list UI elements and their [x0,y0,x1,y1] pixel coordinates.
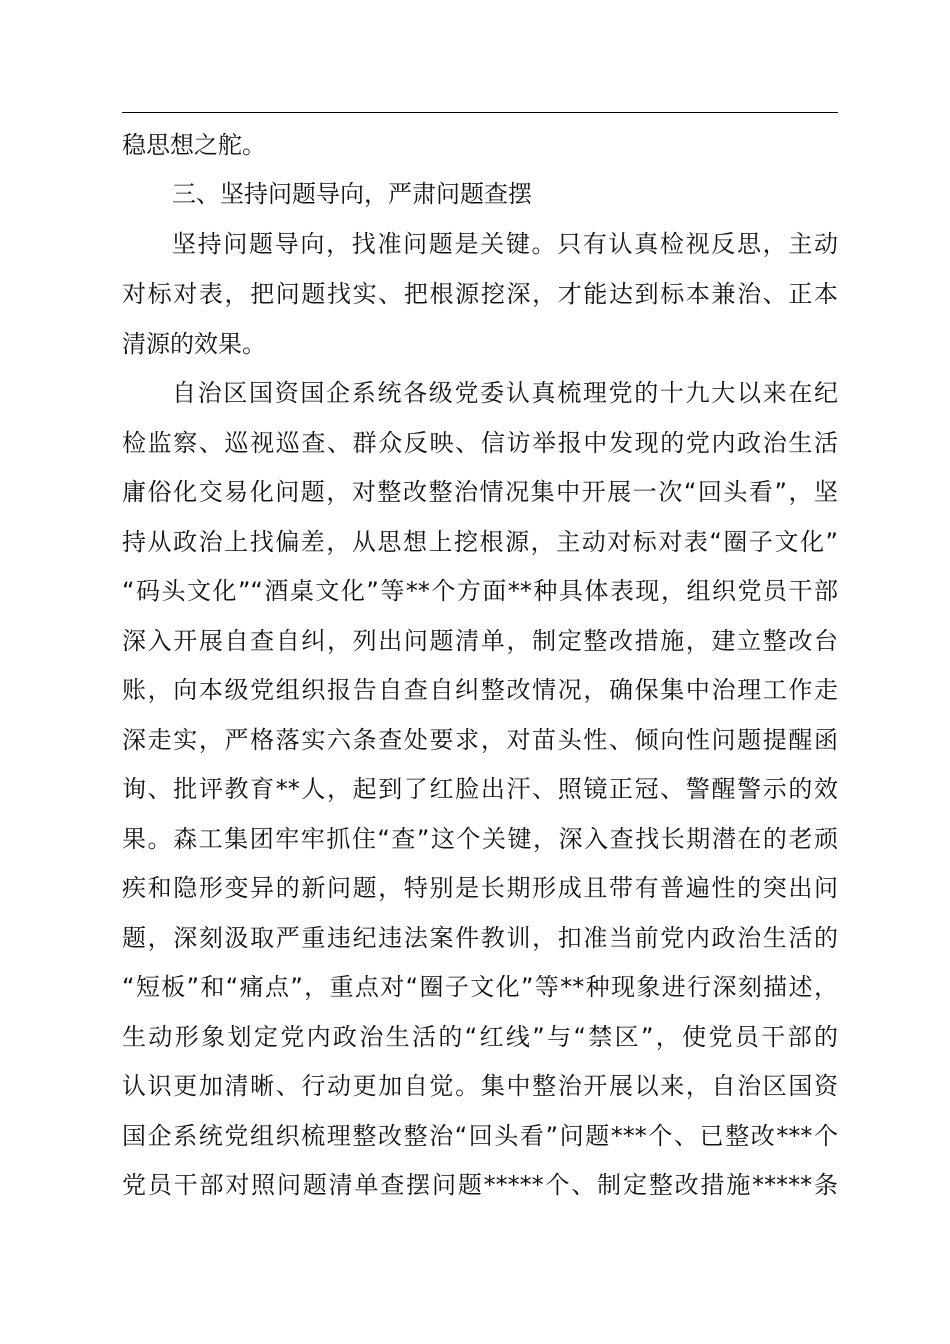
text-line-12: 账，向本级党组织报告自查自纠整改情况，确保集中治理工作走 [122,676,838,704]
text-line-13: 深走实，严格落实六条查处要求，对苗头性、倾向性问题提醒函 [122,726,838,754]
text-line-8: 庸俗化交易化问题，对整改整治情况集中开展一次“回头看”，坚 [122,478,838,506]
text-line-15: 果。森工集团牢牢抓住“查”这个关键，深入查找长期潜在的老顽 [122,825,838,853]
text-line-11: 深入开展自查自纠，列出问题清单，制定整改措施，建立整改台 [122,627,838,655]
text-line-17: 题，深刻汲取严重违纪违法案件教训，扣准当前党内政治生活的 [122,924,838,952]
text-line-9: 持从政治上找偏差，从思想上挖根源，主动对标对表“圈子文化” [122,528,838,556]
text-line-20: 认识更加清晰、行动更加自觉。集中整治开展以来，自治区国资 [122,1072,838,1100]
text-line-4: 对标对表，把问题找实、把根源挖深，才能达到标本兼治、正本 [122,280,838,308]
text-line-5: 清源的效果。 [122,330,266,358]
text-line-18: “短板”和“痛点”，重点对“圈子文化”等**种现象进行深刻描述， [122,973,838,1001]
text-line-14: 询、批评教育**人，起到了红脸出汗、照镜正冠、警醒警示的效 [122,775,838,803]
text-line-21: 国企系统党组织梳理整改整治“回头看”问题***个、已整改***个 [122,1122,838,1150]
header-rule [122,112,838,113]
text-line-6: 自治区国资国企系统各级党委认真梳理党的十九大以来在纪 [172,379,838,407]
text-line-16: 疾和隐形变异的新问题，特别是长期形成且带有普遍性的突出问 [122,874,838,902]
text-line-7: 检监察、巡视巡查、群众反映、信访举报中发现的党内政治生活 [122,429,838,457]
text-line-3: 坚持问题导向，找准问题是关键。只有认真检视反思，主动 [172,230,838,258]
text-line-22: 党员干部对照问题清单查摆问题*****个、制定整改措施*****条 [122,1171,838,1199]
section-heading: 三、坚持问题导向，严肃问题查摆 [172,180,532,208]
text-line-1: 稳思想之舵。 [122,131,266,159]
text-line-19: 生动形象划定党内政治生活的“红线”与“禁区”，使党员干部的 [122,1023,838,1051]
text-line-10: “码头文化”“酒桌文化”等**个方面**种具体表现，组织党员干部 [122,577,838,605]
